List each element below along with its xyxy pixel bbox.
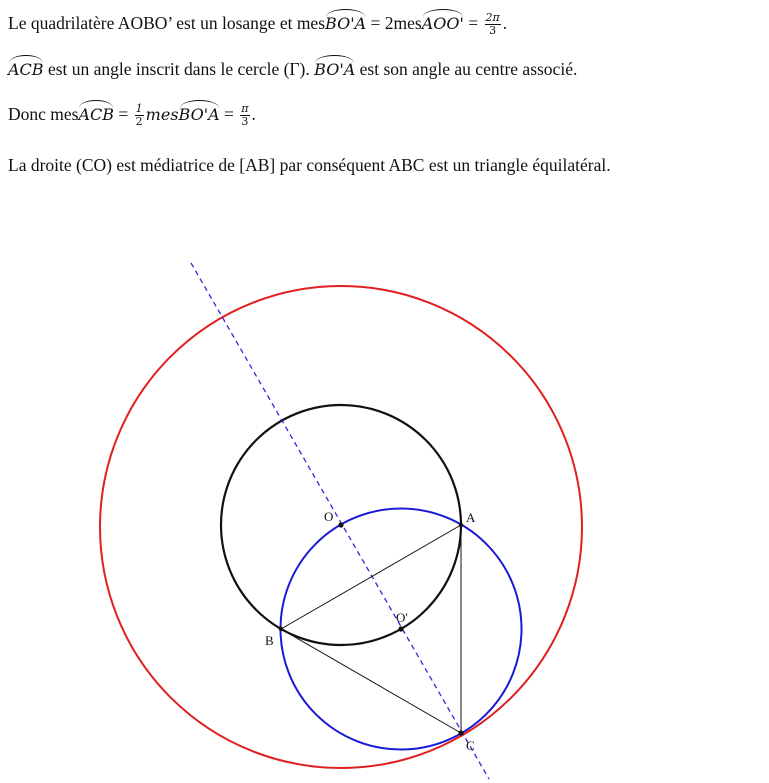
point-b	[279, 627, 283, 631]
angle-arc-label: BO'A	[314, 60, 356, 79]
label-c: C	[466, 738, 475, 753]
label-o-prime: O'	[396, 610, 408, 625]
text-span: Donc mes	[8, 104, 79, 124]
angle-arc-label: ACB	[8, 60, 44, 79]
segment-bc	[281, 629, 461, 733]
text-span: mes	[145, 105, 179, 124]
point-a	[459, 523, 463, 527]
text-span: La droite (CO) est médiatrice de [AB] par conséquent ABC est un triangle équilatéral.	[8, 155, 611, 175]
label-b: B	[265, 633, 274, 648]
mediatrix-line	[191, 263, 489, 779]
angle-arc-label: BO'A	[325, 14, 367, 33]
angle-arc-label: ACB	[78, 105, 115, 124]
fraction-numerator: π	[241, 102, 249, 116]
fraction-denominator: 3	[241, 115, 249, 129]
text-span: = 2mes	[366, 13, 422, 33]
segment-ab	[281, 525, 461, 629]
text-span: .	[502, 13, 508, 33]
point-o	[338, 522, 343, 527]
text-span: .	[251, 104, 256, 124]
label-a: A	[466, 510, 476, 525]
fraction-numerator: 1	[135, 102, 143, 116]
label-o: O	[324, 509, 334, 524]
point-c	[458, 730, 463, 735]
point-o-prime	[398, 626, 403, 631]
text-span: =	[114, 104, 133, 124]
text-span: est son angle au centre associé.	[355, 59, 578, 79]
text-span: =	[219, 104, 239, 124]
angle-arc-label: BO'A	[178, 105, 220, 124]
text-span: est un angle inscrit dans le cercle (Γ).	[43, 59, 315, 79]
text-span: =	[463, 13, 483, 33]
fraction-denominator: 2	[135, 115, 143, 129]
angle-arc-label: AOO'	[421, 14, 464, 33]
fraction-numerator: 2π	[485, 11, 500, 25]
text-span: Le quadrilatère AOBO’ est un losange et mes	[8, 13, 326, 33]
fraction-denominator: 3	[489, 24, 497, 38]
